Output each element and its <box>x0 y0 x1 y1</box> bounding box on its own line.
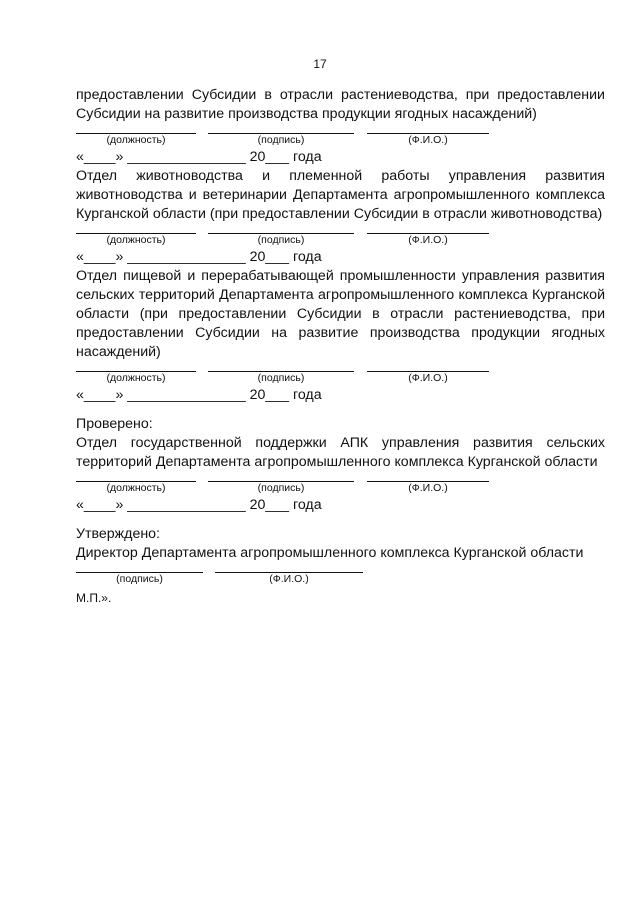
position-caption: (должность) <box>106 134 166 146</box>
signature-block <box>76 128 605 148</box>
fio-caption: (Ф.И.О.) <box>269 573 309 585</box>
fio-caption: (Ф.И.О.) <box>408 134 448 146</box>
date-line: «____» _______________ 20___ года <box>76 497 322 513</box>
fio-caption: (Ф.И.О.) <box>408 372 448 384</box>
date-line: «____» _______________ 20___ года <box>76 249 322 265</box>
stamp-mark: М.П.». <box>76 591 112 605</box>
director-title: Директор Департамента агропромышленного комплекса Курганской области <box>76 545 584 561</box>
section-livestock: Отдел животноводства и племенной работы управления развития животноводства и ветеринарии Департамента агропромышленного комплекса Курганской области (при предоставлении Субсидии в отрасли животноводства) <box>76 168 605 222</box>
fio-caption: (Ф.И.О.) <box>408 234 448 246</box>
date-line: «____» _______________ 20___ года <box>76 387 322 403</box>
page-number: 17 <box>313 57 327 71</box>
fio-caption: (Ф.И.О.) <box>408 482 448 494</box>
signature-block <box>76 366 605 386</box>
signature-caption: (подпись) <box>257 234 305 246</box>
checked-label: Проверено: <box>76 416 153 432</box>
signature-caption: (подпись) <box>257 134 305 146</box>
signature-caption: (подпись) <box>257 372 305 384</box>
intro-text: предоставлении Субсидии в отрасли растениеводства, при предоставлении Субсидии на развитие производства продукции ягодных насаждений) <box>76 87 605 122</box>
section-state-support: Отдел государственной поддержки АПК управления развития сельских территорий Департамента агропромышленного комплекса Курганской области <box>76 435 605 470</box>
approved-label: Утверждено: <box>76 526 160 542</box>
section-food-industry: Отдел пищевой и перерабатывающей промышленности управления развития сельских территорий Департамента агропромышленного комплекса Курганской области (при предоставлении Субсидии в отрасли растениеводства, при предоставлении Субсидии на развитие производства продукции ягодных насаждений) <box>76 268 605 360</box>
signature-block <box>76 228 605 248</box>
signature-block <box>76 476 605 496</box>
position-caption: (должность) <box>106 482 166 494</box>
position-caption: (должность) <box>106 372 166 384</box>
position-caption: (должность) <box>106 234 166 246</box>
signature-block <box>76 567 605 587</box>
signature-caption: (подпись) <box>116 573 163 585</box>
document-body <box>76 86 605 605</box>
signature-caption: (подпись) <box>257 482 305 494</box>
date-line: «____» _______________ 20___ года <box>76 149 322 165</box>
